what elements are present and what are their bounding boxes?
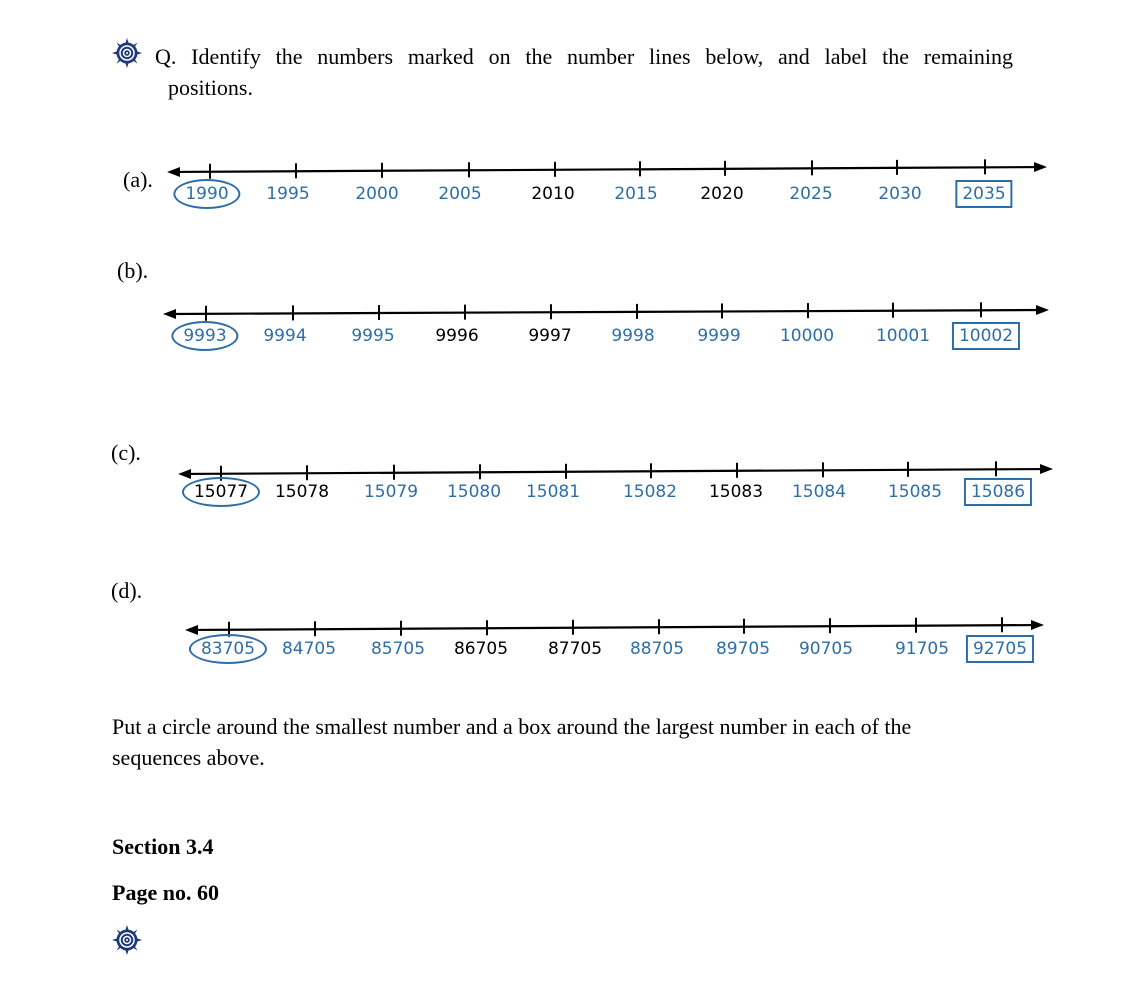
smallest-number-circled: 1990	[173, 179, 240, 209]
smallest-number-circled: 83705	[189, 634, 267, 664]
left-arrow-icon	[163, 309, 176, 319]
number-label: 10000	[779, 326, 835, 346]
largest-number-boxed: 92705	[966, 635, 1034, 663]
number-label: 15078	[274, 482, 330, 502]
spiral-bullet-icon	[112, 925, 142, 955]
right-arrow-icon	[1031, 620, 1044, 630]
number-label: 9998	[611, 326, 655, 346]
line-a-label: (a).	[123, 167, 153, 192]
question-line-1: Q. Identify the numbers marked on the number lines below, and label the remaining	[155, 44, 1013, 69]
smallest-number-circled: 9993	[171, 321, 238, 351]
number-line-d	[193, 625, 1036, 630]
page-number: Page no. 60	[112, 880, 219, 905]
left-arrow-icon	[178, 469, 191, 479]
number-label: 15079	[363, 482, 419, 502]
number-label: 15085	[887, 482, 943, 502]
section-heading: Section 3.4	[112, 834, 214, 859]
largest-number-boxed: 2035	[955, 180, 1012, 208]
number-label: 85705	[370, 639, 426, 659]
question-line-2: positions.	[168, 75, 253, 100]
number-label: 90705	[798, 639, 854, 659]
instruction-line-2: sequences above.	[112, 745, 265, 770]
number-label: 9996	[435, 326, 479, 346]
number-label: 15080	[446, 482, 502, 502]
number-label: 88705	[629, 639, 685, 659]
number-label: 9999	[697, 326, 741, 346]
number-label: 9995	[351, 326, 395, 346]
number-label: 2025	[789, 184, 833, 204]
number-label: 9994	[263, 326, 307, 346]
number-label: 15081	[525, 482, 581, 502]
number-label: 86705	[453, 639, 509, 659]
number-label: 91705	[894, 639, 950, 659]
number-label: 2020	[700, 184, 744, 204]
right-arrow-icon	[1034, 162, 1047, 172]
line-d-label: (d).	[111, 578, 143, 603]
number-line-c	[186, 469, 1045, 474]
left-arrow-icon	[167, 167, 180, 177]
number-label: 15083	[708, 482, 764, 502]
number-label: 2005	[438, 184, 482, 204]
largest-number-boxed: 10002	[952, 322, 1020, 350]
number-label: 87705	[547, 639, 603, 659]
number-label: 89705	[715, 639, 771, 659]
number-label: 9997	[528, 326, 572, 346]
left-arrow-icon	[185, 625, 198, 635]
number-label: 2030	[878, 184, 922, 204]
number-label: 15084	[791, 482, 847, 502]
instruction-line-1: Put a circle around the smallest number and a box around the largest number in each of the	[112, 714, 912, 739]
smallest-number-circled: 15077	[182, 477, 260, 507]
right-arrow-icon	[1040, 464, 1053, 474]
number-label: 10001	[875, 326, 931, 346]
number-label: 84705	[281, 639, 337, 659]
number-label: 1995	[266, 184, 310, 204]
line-b-label: (b).	[117, 258, 149, 283]
number-line-a	[175, 167, 1039, 172]
number-label: 2015	[614, 184, 658, 204]
number-line-b	[171, 310, 1041, 314]
largest-number-boxed: 15086	[964, 478, 1032, 506]
number-label: 15082	[622, 482, 678, 502]
number-label: 2010	[531, 184, 575, 204]
line-c-label: (c).	[111, 440, 141, 465]
right-arrow-icon	[1036, 305, 1049, 315]
number-label: 2000	[355, 184, 399, 204]
